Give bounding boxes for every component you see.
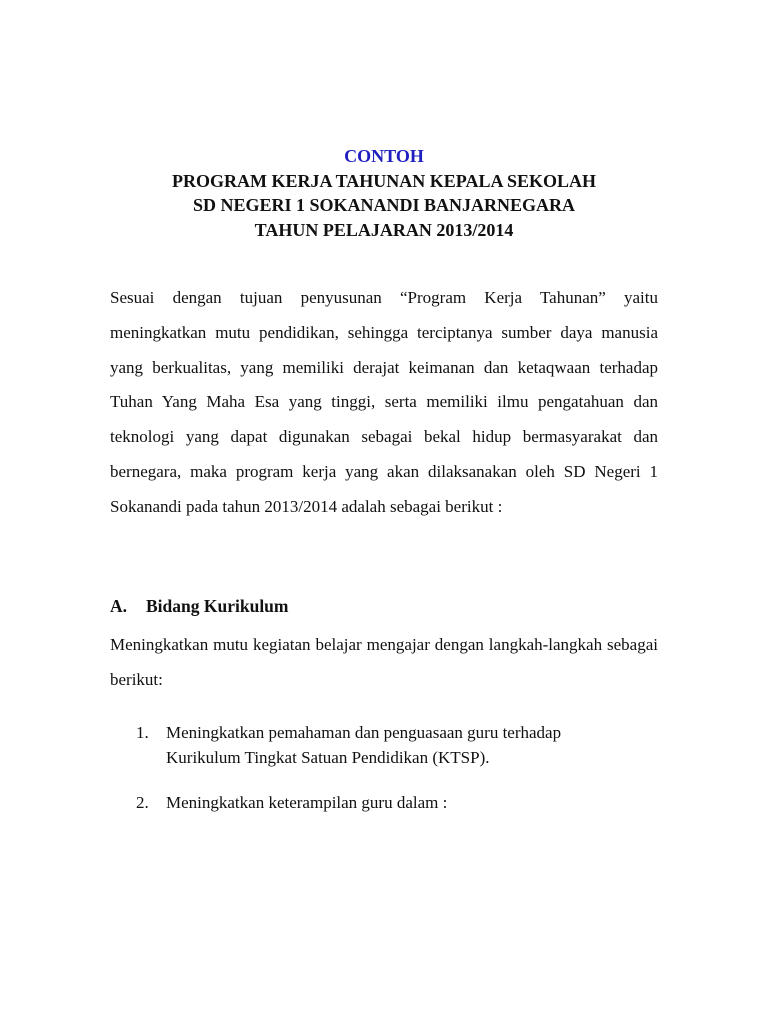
list-item-number: 2.: [136, 793, 149, 812]
title-label: CONTOH: [344, 146, 424, 166]
intro-paragraph: Sesuai dengan tujuan penyusunan “Program Kerja Tahunan” yaitu meningkatkan mutu pendidikan, sehingga terciptanya sumber daya manusia yang berkualitas, yang memiliki derajat keimanan dan ketaqwaan terhadap Tuhan Yang Maha Esa yang tinggi, serta memiliki ilmu pengatahuan dan teknologi yang dapat digunakan sebagai bekal hidup bermasyarakat dan bernegara, maka program kerja yang akan dilaksanakan oleh SD Negeri 1 Sokanandi pada tahun 2013/2014 adalah sebagai berikut :: [110, 288, 658, 516]
list-item: [110, 720, 670, 770]
title-line-year: TAHUN PELAJARAN 2013/2014: [254, 219, 514, 240]
section-heading-kurikulum: [110, 594, 658, 618]
list-item: [110, 790, 670, 815]
section-letter: A.: [110, 596, 128, 616]
title-line-program: PROGRAM KERJA TAHUNAN KEPALA SEKOLAH: [171, 170, 597, 191]
title-line-school: SD NEGERI 1 SOKANANDI BANJARNEGARA: [192, 195, 576, 215]
list-item-number: 1.: [136, 723, 149, 742]
section-body-paragraph: Meningkatkan mutu kegiatan belajar mengajar dengan langkah-langkah sebagai berikut:: [110, 635, 658, 689]
list-item-text-line: Meningkatkan pemahaman dan penguasaan guru terhadap: [166, 723, 562, 742]
section-heading-text: Bidang Kurikulum: [146, 596, 289, 616]
list-item-text-line: Meningkatkan keterampilan guru dalam :: [166, 793, 448, 812]
document-title: [0, 144, 768, 242]
numbered-list: [110, 720, 670, 815]
list-item-text-line: Kurikulum Tingkat Satuan Pendidikan (KTSP).: [166, 748, 490, 767]
